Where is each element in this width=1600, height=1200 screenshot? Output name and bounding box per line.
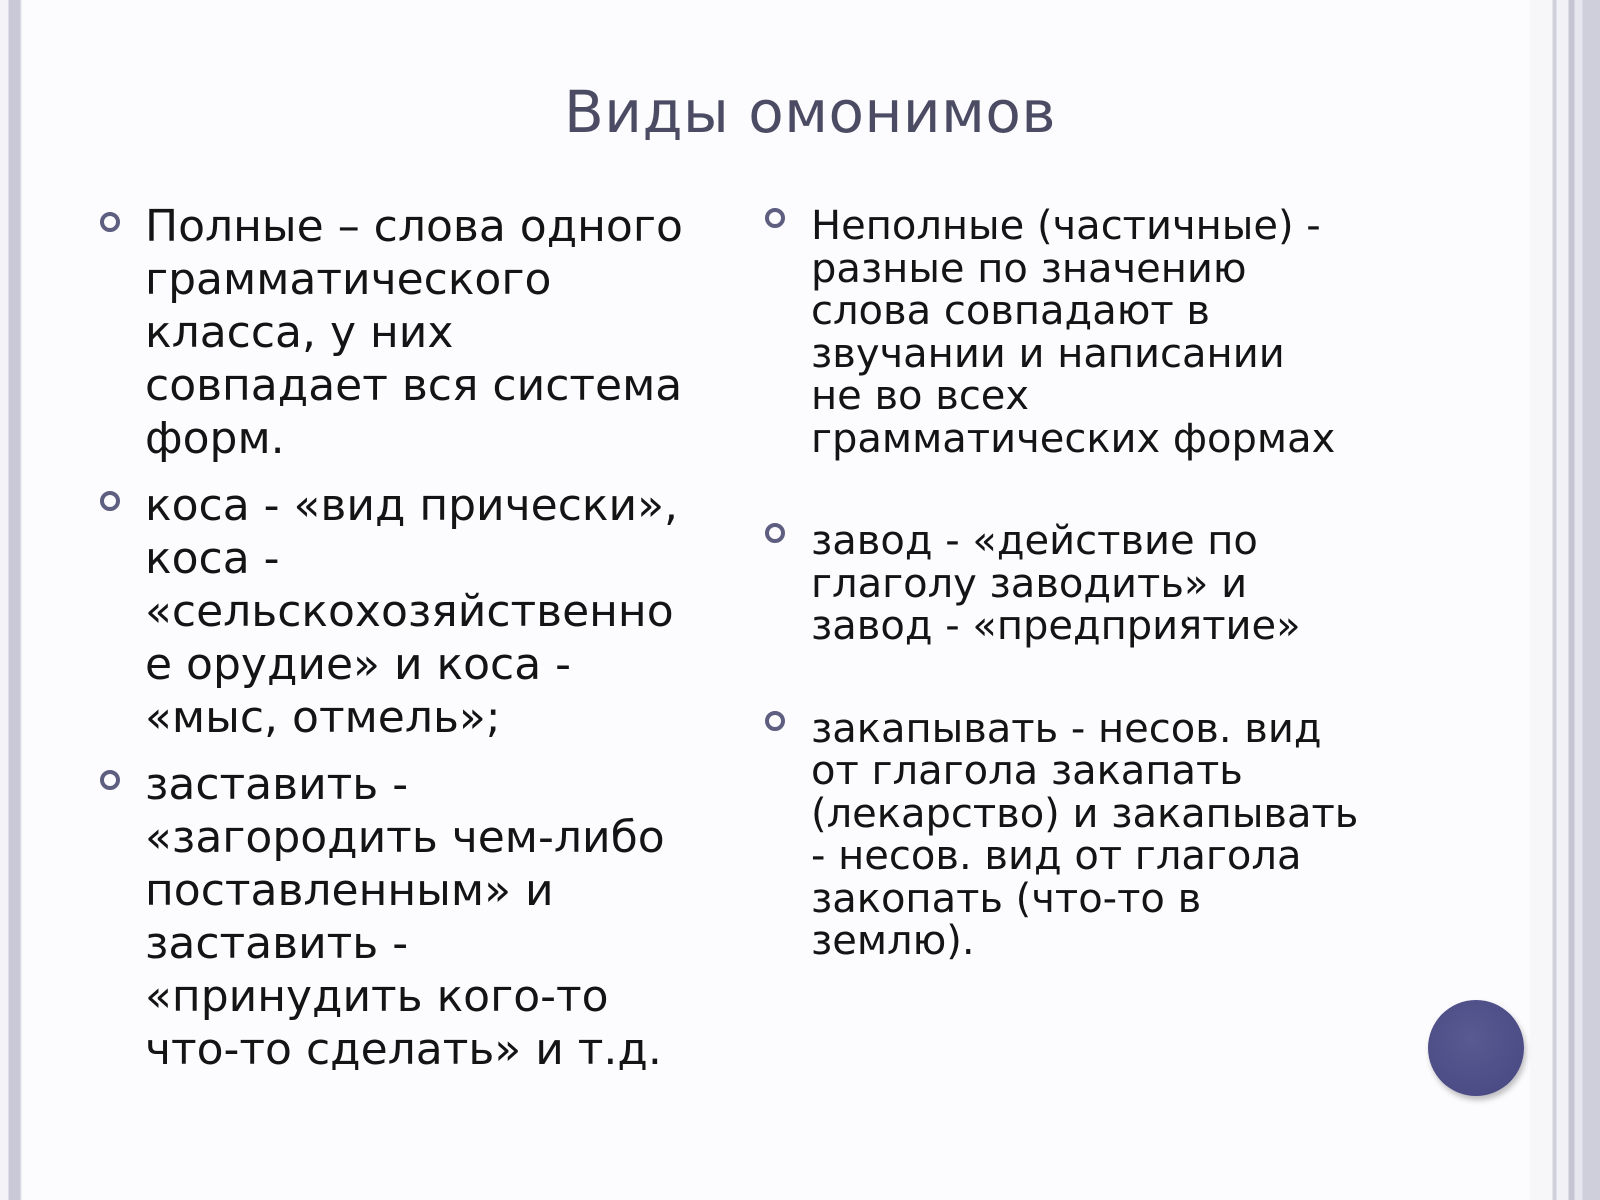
right-border-decoration bbox=[1530, 0, 1600, 1200]
ring-bullet-icon bbox=[100, 770, 120, 790]
list-item bbox=[100, 200, 720, 465]
list-item-text: коса - «вид прически», коса - «сельскохозяйственно е орудие» и коса - «мыс, отмель»; bbox=[145, 480, 678, 743]
list-item bbox=[765, 520, 1385, 648]
left-border-decoration bbox=[0, 0, 22, 1200]
ring-bullet-icon bbox=[765, 711, 785, 731]
list-item-text: Полные – слова одного грамматического класса, у них совпадает вся система форм. bbox=[145, 201, 683, 464]
list-item bbox=[765, 705, 1385, 964]
ring-bullet-icon bbox=[765, 523, 785, 543]
circle-nav-button[interactable] bbox=[1428, 1000, 1524, 1096]
list-item-text: Неполные (частичные) - разные по значению слова совпадают в звучании и написании не во всех грамматических формах bbox=[811, 203, 1336, 462]
right-column bbox=[765, 205, 1385, 977]
left-column bbox=[100, 200, 720, 1090]
ring-bullet-icon bbox=[100, 491, 120, 511]
list-item-text: закапывать - несов. вид от глагола закапать (лекарство) и закапывать - несов. вид от глагола закопать (что-то в землю). bbox=[811, 705, 1359, 964]
list-item bbox=[100, 479, 720, 744]
ring-bullet-icon bbox=[765, 208, 785, 228]
list-item bbox=[100, 758, 720, 1076]
slide-title: Виды омонимов bbox=[563, 78, 1057, 146]
ring-bullet-icon bbox=[100, 212, 120, 232]
list-item-text: заставить - «загородить чем-либо поставленным» и заставить - «принудить кого-то что-то сделать» и т.д. bbox=[145, 759, 665, 1075]
list-item-text: завод - «действие по глаголу заводить» и завод - «предприятие» bbox=[811, 518, 1301, 649]
list-item bbox=[765, 205, 1385, 460]
